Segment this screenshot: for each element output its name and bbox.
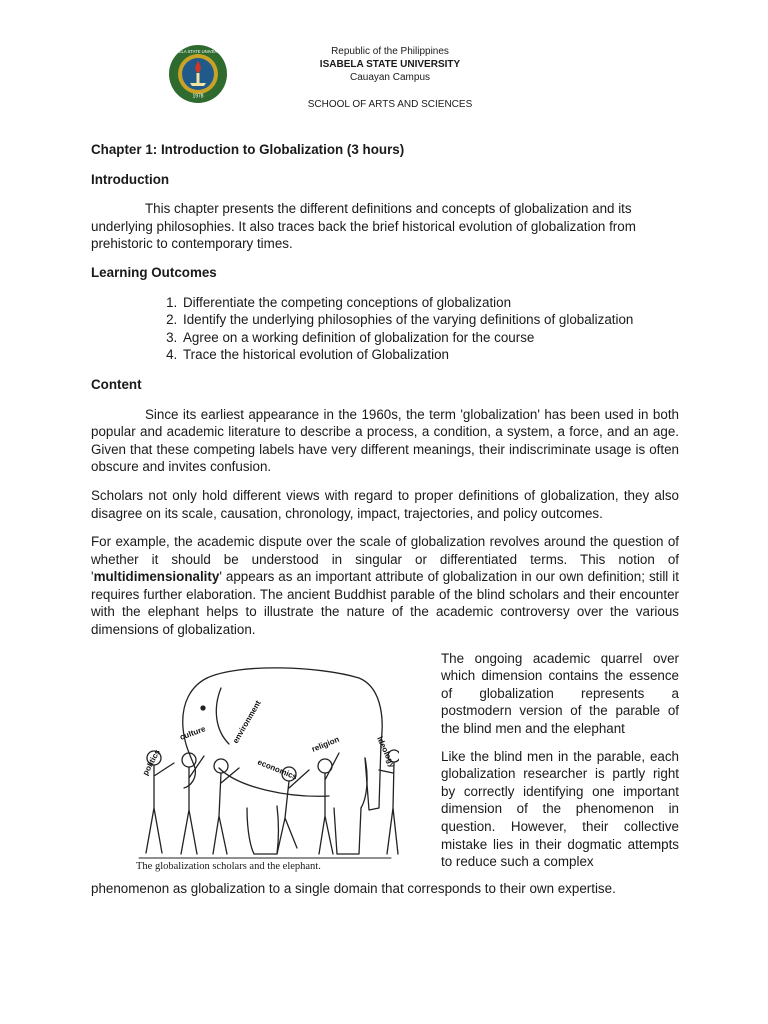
list-item: 2. Identify the underlying philosophies of the varying definitions of globalization [181,311,679,329]
side-text [441,650,679,871]
elephant-illustration [129,658,399,872]
learning-outcomes-list [91,294,679,364]
side-paragraph-1: The ongoing academic quarrel over which dimension contains the essence of globalization represents a postmodern version of the parable of the blind men and the elephant [441,650,679,737]
school-name: SCHOOL OF ARTS AND SCIENCES [307,99,473,110]
introduction-text: This chapter presents the different definitions and concepts of globalization and its underlying philosophies. It also traces back the brief historical evolution of globalization from prehistoric to contemporary times. [91,201,636,252]
content-paragraph-3 [91,533,679,639]
document-body [91,141,679,908]
label-ideology: ideology [375,734,397,769]
label-environment: environment [230,698,263,745]
label-culture: culture [178,723,207,742]
p3-text-before: For example, the academic dispute over the scale of globalization revolves around the question of whether it should be understood in singular or differentiated terms. This notion of ' [91,534,679,585]
side-paragraph-2: Like the blind men in the parable, each globalization researcher is partly right by correctly identifying one important dimension of the phenomenon in question. However, their collective mistake lies in their dogmatic attempts to reduce such a complex [441,748,679,870]
list-item: 4. Trace the historical evolution of Globalization [181,346,679,364]
republic-line: Republic of the Philippines [331,46,449,57]
figure-caption: The globalization scholars and the elephant. [136,860,321,872]
closing-paragraph: phenomenon as globalization to a single domain that corresponds to their own expertise. [91,880,616,896]
multidimensionality-term: multidimensionality [93,569,220,585]
content-paragraph-1: Since its earliest appearance in the 1960s, the term 'globalization' has been used in both popular and academic literature to describe a process, a condition, a system, a force, and an age. Given that these competing labels have very different meanings, their indiscriminate usage is often obscure and invites confusion. [91,406,679,475]
list-item: 1. Differentiate the competing conceptions of globalization [181,294,679,312]
campus-name: Cauayan Campus [349,72,431,83]
seal-year: 1978 [192,93,204,100]
university-seal-icon [168,44,228,104]
chapter-title: Chapter 1: Introduction to Globalization (3 hours) [91,142,405,157]
university-name: ISABELA STATE UNIVERSITY [319,59,461,70]
seal-name: ISABELA STATE UNIVERSITY [169,49,227,54]
label-religion: religion [310,734,341,754]
label-economics: economics [256,757,299,782]
content-paragraph-2: Scholars not only hold different views with regard to proper definitions of globalization, they also disagree on its scale, causation, chronology, impact, trajectories, and policy outcomes. [91,487,679,521]
label-politics: politics [140,747,162,777]
figure-row [91,650,679,882]
learning-outcomes-heading: Learning Outcomes [91,264,217,280]
letterhead [230,45,550,111]
content-heading: Content [91,376,142,392]
p3-text-after: ' appears as an important attribute of globalization in our own definition; still it requires further elaboration. The ancient Buddhist parable of the blind scholars and their encounter with the elephant helps to illustrate the nature of the academic controversy over the various dimensions of globalization. [91,569,679,638]
introduction-heading: Introduction [91,171,170,187]
list-item: 3. Agree on a working definition of globalization for the course [181,329,679,347]
